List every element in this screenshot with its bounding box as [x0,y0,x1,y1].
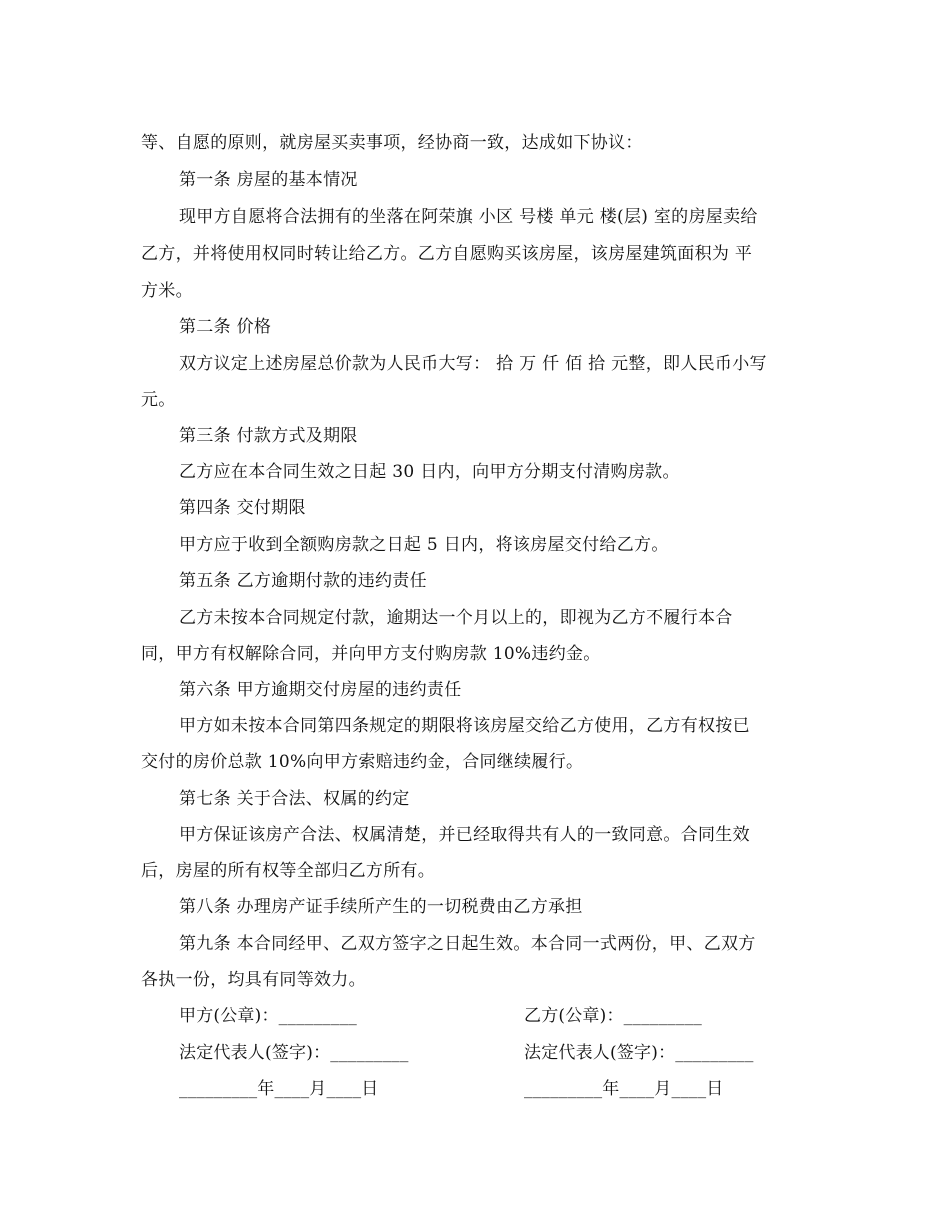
article-1-heading: 第一条 房屋的基本情况 [179,170,358,190]
text-line: 元。 [141,390,176,410]
party-a-date: _________年____月____日 [179,1079,379,1099]
text-line: 乙方未按本合同规定付款，逾期达一个月以上的，即视为乙方不履行本合 [179,608,733,628]
party-a-seal: 甲方(公章)：_________ [179,1006,357,1026]
text-line: 甲方保证该房产合法、权属清楚，并已经取得共有人的一致同意。合同生效 [179,825,750,845]
article-2-heading: 第二条 价格 [179,317,272,337]
text-line: 交付的房价总款 10%向甲方索赔违约金，合同继续履行。 [141,752,584,772]
text-line: 现甲方自愿将合法拥有的坐落在阿荣旗 小区 号楼 单元 楼(层) 室的房屋卖给 [179,207,758,227]
article-9-heading: 第九条 本合同经甲、乙双方签字之日起生效。本合同一式两份，甲、乙双方 [179,934,756,954]
party-b-date: _________年____月____日 [524,1079,724,1099]
text-line: 等、自愿的原则，就房屋买卖事项，经协商一致，达成如下协议： [141,133,643,153]
text-line: 后，房屋的所有权等全部归乙方所有。 [141,861,436,881]
text-line: 双方议定上述房屋总价款为人民币大写： 拾 万 仟 佰 拾 元整，即人民币小写 [179,354,767,374]
party-b-seal: 乙方(公章)：_________ [524,1006,702,1026]
article-7-heading: 第七条 关于合法、权属的约定 [179,789,410,809]
article-8-heading: 第八条 办理房产证手续所产生的一切税费由乙方承担 [179,897,583,917]
text-line: 各执一份，均具有同等效力。 [141,970,366,990]
text-line: 甲方如未按本合同第四条规定的期限将该房屋交给乙方使用，乙方有权按已 [179,716,750,736]
party-a-representative: 法定代表人(签字)：_________ [179,1043,409,1063]
article-5-heading: 第五条 乙方逾期付款的违约责任 [179,571,427,591]
article-4-heading: 第四条 交付期限 [179,498,306,518]
article-3-heading: 第三条 付款方式及期限 [179,426,358,446]
article-6-heading: 第六条 甲方逾期交付房屋的违约责任 [179,680,462,700]
text-line: 同，甲方有权解除合同，并向甲方支付购房款 10%违约金。 [141,644,601,664]
text-line: 方米。 [141,281,193,301]
party-b-representative: 法定代表人(签字)：_________ [524,1043,754,1063]
text-line: 乙方应在本合同生效之日起 30 日内，向甲方分期支付清购房款。 [179,462,680,482]
text-line: 乙方，并将使用权同时转让给乙方。乙方自愿购买该房屋，该房屋建筑面积为 平 [141,244,753,264]
text-line: 甲方应于收到全额购房款之日起 5 日内，将该房屋交付给乙方。 [179,535,669,555]
